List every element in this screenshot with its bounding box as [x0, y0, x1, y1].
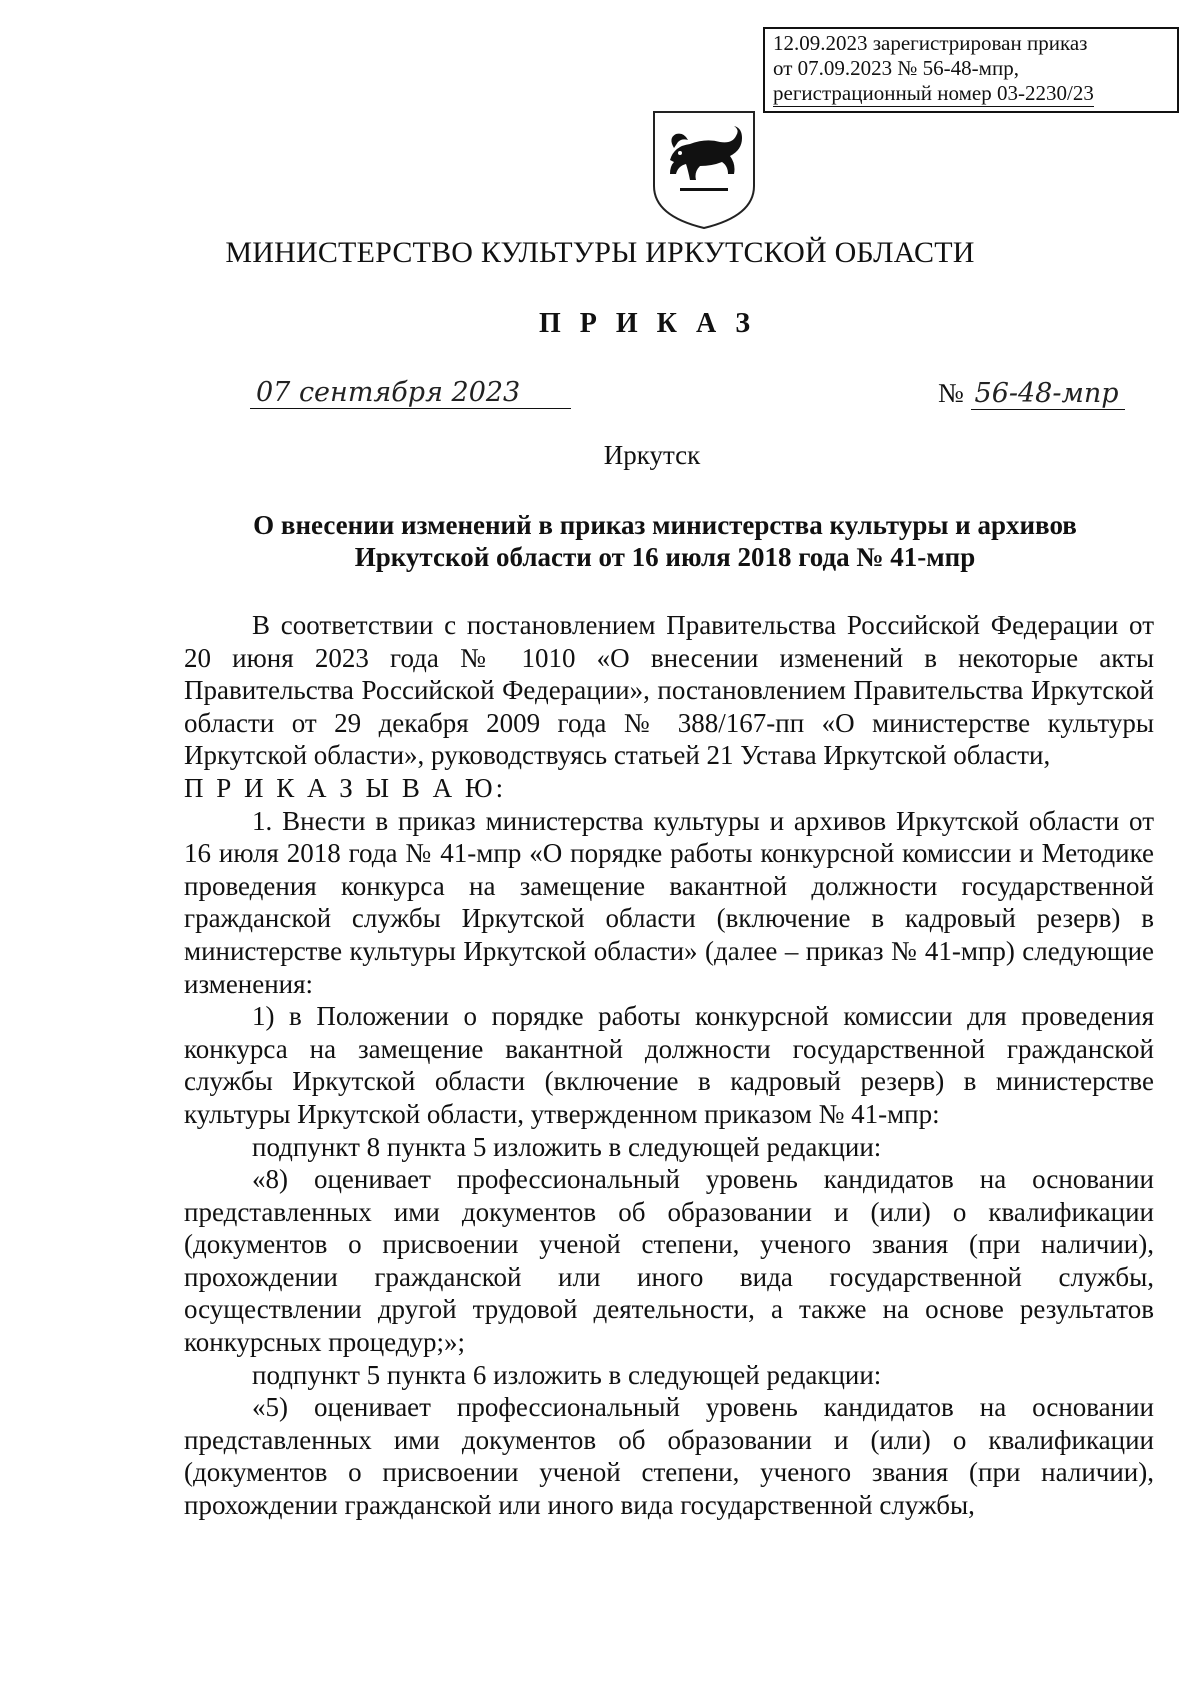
ministry-name: МИНИСТЕРСТВО КУЛЬТУРЫ ИРКУТСКОЙ ОБЛАСТИ — [225, 236, 975, 269]
order-number — [938, 378, 1138, 408]
coat-of-arms-icon — [650, 108, 758, 232]
paragraph-subpoint-8-intro: подпункт 8 пункта 5 изложить в следующей редакции: — [252, 1131, 882, 1162]
paragraph-subitem-1: 1) в Положении о порядке работы конкурсной комиссии для проведения конкурса на замещение вакантной должности государственной гражданской службы Иркутской области (включение в кадровый резерв) в министерстве культуры Иркутской области, утвержденном приказом № 41-мпр: — [184, 1001, 1154, 1129]
order-word: П Р И К А З Ы В А Ю: — [184, 772, 507, 803]
order-number-handwritten: 56-48-мпр — [971, 379, 1125, 410]
order-date-handwritten: 07 сентября 2023 — [250, 378, 571, 409]
document-body — [184, 609, 1154, 1522]
stamp-line-2: от 07.09.2023 № 56-48-мпр, — [773, 56, 1019, 80]
registration-stamp — [763, 27, 1179, 113]
stamp-line-3-wrap — [773, 81, 1169, 107]
document-heading — [180, 509, 1150, 573]
stamp-line-3: регистрационный номер 03-2230/23 — [773, 81, 1094, 105]
paragraph-subpoint-8-text: «8) оценивает профессиональный уровень кандидатов на основании представленных ими документов об образовании и (или) о квалификации (документов о присвоении ученой степени, ученого звания (при наличии), прохождении гражданской или иного вида государственной службы, осуществлении другой трудовой деятельности, а также на основе результатов конкурсных процедур;»; — [184, 1164, 1154, 1358]
number-sign: № — [938, 378, 964, 408]
paragraph-item-1: 1. Внести в приказ министерства культуры и архивов Иркутской области от 16 июля 2018 года № 41-мпр «О порядке работы конкурсной комиссии и Методике проведения конкурса на замещение вакантной должности государственной гражданской службы Иркутской области (включение в кадровый резерв) в министерстве культуры Иркутской области» (далее – приказ № 41-мпр) следующие изменения: — [184, 805, 1154, 999]
paragraph-subpoint-5-intro: подпункт 5 пункта 6 изложить в следующей редакции: — [252, 1359, 882, 1390]
paragraph-preamble: В соответствии с постановлением Правительства Российской Федерации от 20 июня 2023 года № 1010 «О внесении изменений в некоторые акты Правительства Российской Федерации», постановлением Правительства Иркутской области от 29 декабря 2009 года № 388/167-пп «О министерстве культуры Иркутской области», руководствуясь статьей 21 Устава Иркутской области, — [184, 610, 1154, 771]
stamp-line-1: 12.09.2023 зарегистрирован приказ — [773, 31, 1088, 55]
city-name: Иркутск — [603, 440, 701, 470]
paragraph-subpoint-5-text: «5) оценивает профессиональный уровень кандидатов на основании представленных ими документов об образовании и (или) о квалификации (документов о присвоении ученой степени, ученого звания (при наличии), прохождении гражданской или иного вида государственной службы, — [184, 1392, 1154, 1521]
heading-line-1: О внесении изменений в приказ министерства культуры и архивов — [253, 510, 1077, 540]
heading-line-2: Иркутской области от 16 июля 2018 года № 41-мпр — [354, 542, 976, 572]
document-type: П Р И К А З — [539, 308, 756, 339]
